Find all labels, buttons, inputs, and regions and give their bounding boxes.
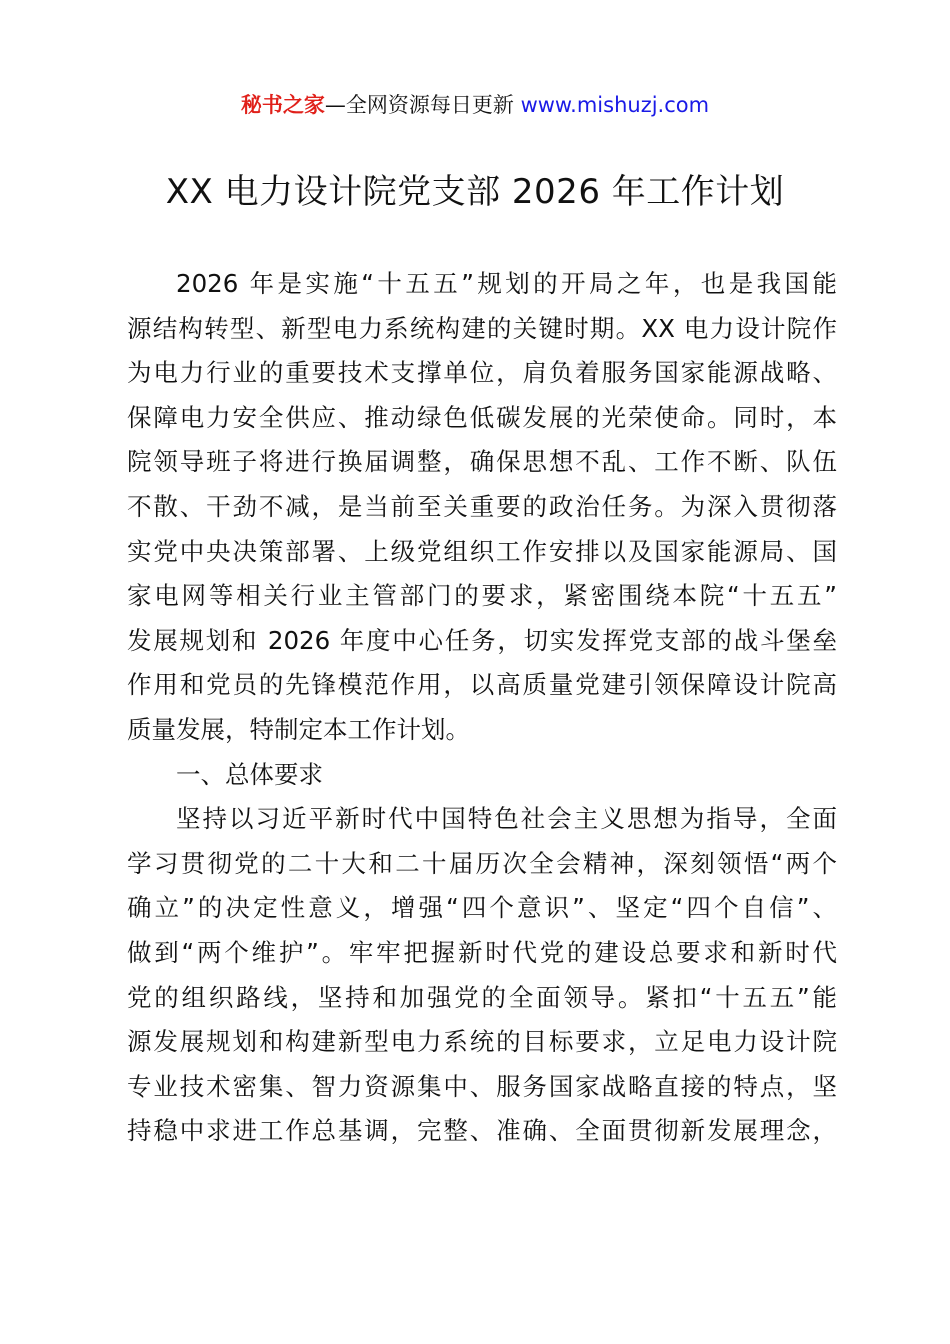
paragraph-line: 专业技术密集、智力资源集中、服务国家战略直接的特点，坚 <box>127 1071 837 1101</box>
document-body <box>127 262 837 1154</box>
paragraph-line: 做到“两个维护”。牢牢把握新时代党的建设总要求和新时代 <box>127 937 837 967</box>
paragraph-line: 保障电力安全供应、推动绿色低碳发展的光荣使命。同时，本 <box>127 402 837 432</box>
paragraph-line: 源结构转型、新型电力系统构建的关键时期。XX 电力设计院作 <box>127 313 837 343</box>
paragraph-line: 学习贯彻党的二十大和二十届历次全会精神，深刻领悟“两个 <box>127 848 837 878</box>
brand-name: 秘书之家 <box>240 93 325 117</box>
paragraph-line: 实党中央决策部署、上级党组织工作安排以及国家能源局、国 <box>127 536 837 566</box>
document-title: XX 电力设计院党支部 2026 年工作计划 <box>165 172 785 212</box>
paragraph-line: 发展规划和 2026 年度中心任务，切实发挥党支部的战斗堡垒 <box>127 625 837 655</box>
paragraph-line: 2026 年是实施“十五五”规划的开局之年，也是我国能 <box>176 269 837 298</box>
site-header <box>0 88 950 122</box>
site-url[interactable]: www.mishuzj.com <box>520 93 710 117</box>
paragraph-line: 持稳中求进工作总基调，完整、准确、全面贯彻新发展理念， <box>127 1116 837 1146</box>
paragraph-line: 党的组织路线，坚持和加强党的全面领导。紧扣“十五五”能 <box>127 982 837 1012</box>
paragraph-line: 源发展规划和构建新型电力系统的目标要求，立足电力设计院 <box>127 1027 837 1057</box>
paragraph-line: 确立”的决定性意义，增强“四个意识”、坚定“四个自信”、 <box>127 893 837 923</box>
section-heading: 一、总体要求 <box>176 759 323 789</box>
paragraph-line: 为电力行业的重要技术支撑单位，肩负着服务国家能源战略、 <box>127 358 837 388</box>
paragraph-line: 不散、干劲不减，是当前至关重要的政治任务。为深入贯彻落 <box>127 491 837 521</box>
site-slogan: —全网资源每日更新 <box>324 93 521 117</box>
paragraph-line: 作用和党员的先锋模范作用，以高质量党建引领保障设计院高 <box>127 670 837 700</box>
paragraph-line: 院领导班子将进行换届调整，确保思想不乱、工作不断、队伍 <box>127 447 837 477</box>
paragraph-line: 坚持以习近平新时代中国特色社会主义思想为指导，全面 <box>176 804 837 834</box>
paragraph-line: 家电网等相关行业主管部门的要求，紧密围绕本院“十五五” <box>127 581 837 611</box>
paragraph-line: 质量发展，特制定本工作计划。 <box>127 714 470 744</box>
